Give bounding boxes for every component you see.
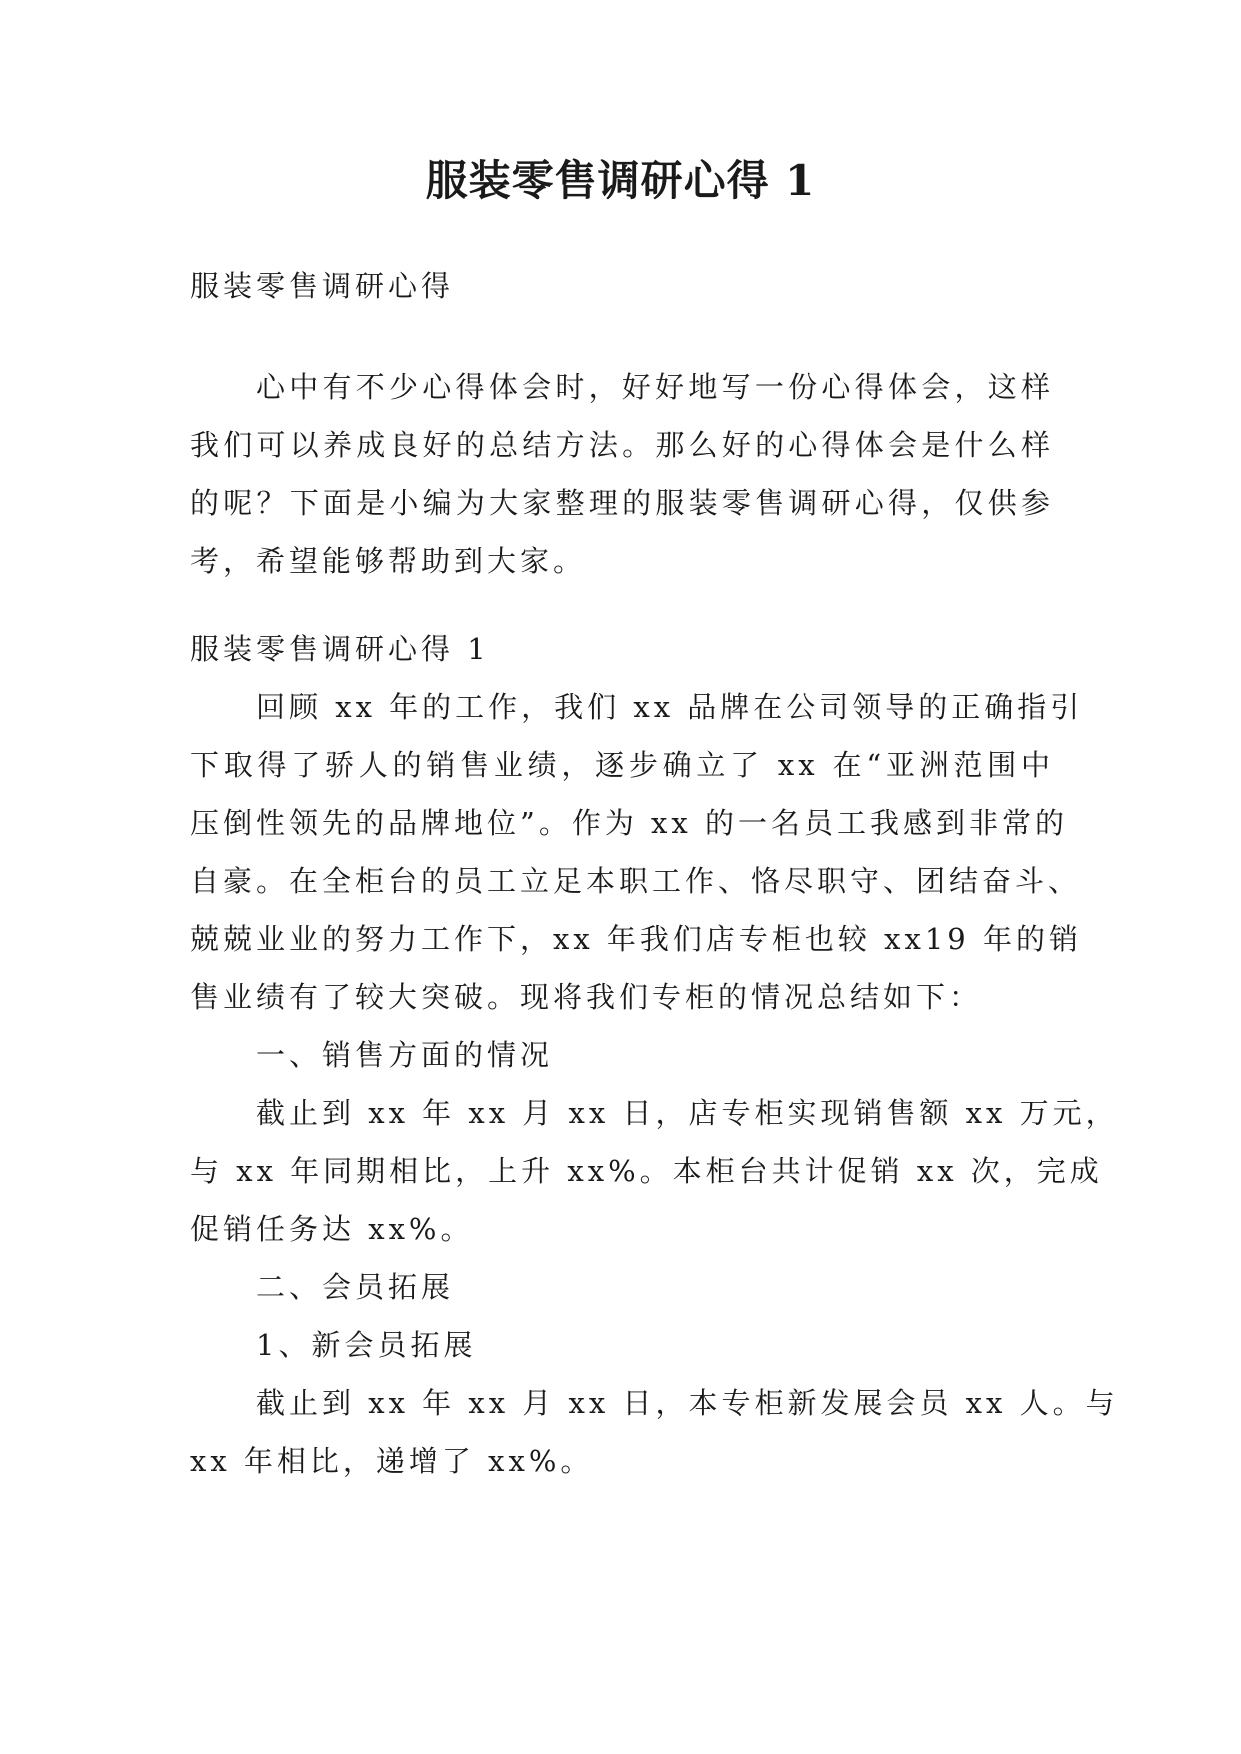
intro-paragraph [190,358,1054,590]
member-line: xx 年相比，递增了 xx%。 [190,1444,594,1478]
review-line: 下取得了骄人的销售业绩，逐步确立了 xx 在“亚洲范围中 [190,748,1054,782]
sales-line: 截止到 xx 年 xx 月 xx 日，店专柜实现销售额 xx 万元， [256,1096,1119,1130]
review-line: 回顾 xx 年的工作，我们 xx 品牌在公司领导的正确指引 [256,690,1084,724]
intro-line: 我们可以养成良好的总结方法。那么好的心得体会是什么样 [190,428,1054,462]
new-members-heading: 1、新会员拓展 [256,1328,477,1362]
subtitle-block [190,257,1054,315]
section-heading: 服装零售调研心得 1 [190,632,490,666]
member-line: 截止到 xx 年 xx 月 xx 日，本专柜新发展会员 xx 人。与 [256,1386,1119,1420]
sales-line: 促销任务达 xx%。 [190,1212,474,1246]
main-section [190,620,1119,1490]
review-line: 售业绩有了较大突破。现将我们专柜的情况总结如下： [190,980,983,1014]
sales-line: 与 xx 年同期相比，上升 xx%。本柜台共计促销 xx 次，完成 [190,1154,1103,1188]
review-line: 自豪。在全柜台的员工立足本职工作、恪尽职守、团结奋斗、 [190,864,1082,898]
intro-line: 考，希望能够帮助到大家。 [190,544,587,578]
document-title: 服装零售调研心得 1 [425,156,816,205]
members-heading: 二、会员拓展 [256,1270,455,1304]
sales-heading: 一、销售方面的情况 [256,1038,554,1072]
intro-line: 的呢？下面是小编为大家整理的服装零售调研心得，仅供参 [190,486,1054,520]
subtitle: 服装零售调研心得 [190,269,455,303]
intro-line: 心中有不少心得体会时，好好地写一份心得体会，这样 [256,370,1054,404]
review-line: 兢兢业业的努力工作下，xx 年我们店专柜也较 xx19 年的销 [190,922,1082,956]
review-line: 压倒性领先的品牌地位”。作为 xx 的一名员工我感到非常的 [190,806,1068,840]
